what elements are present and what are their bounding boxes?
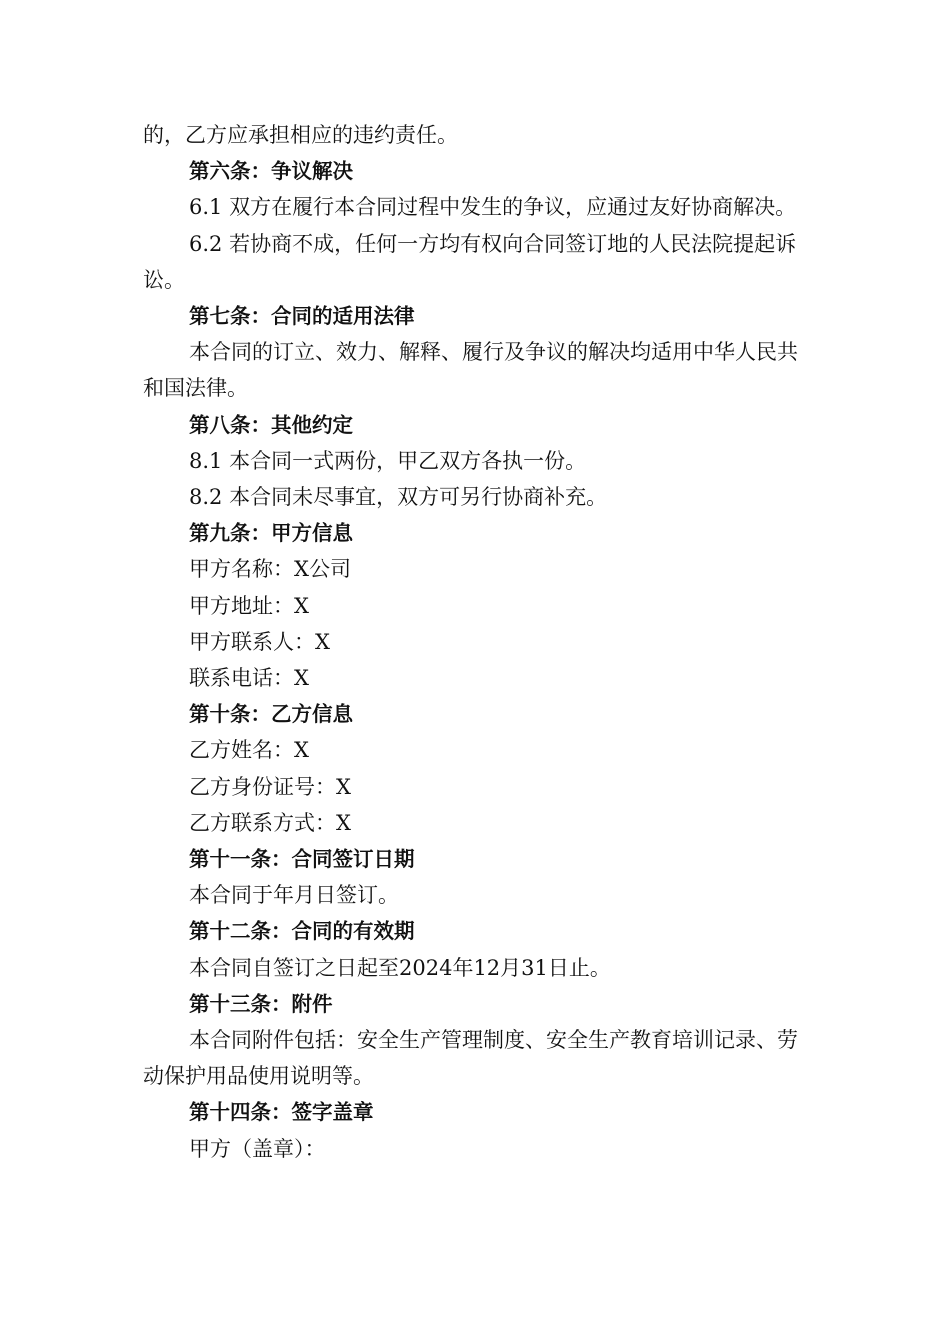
article-13-body: 本合同附件包括：安全生产管理制度、安全生产教育培训记录、劳动保护用品使用说明等。 xyxy=(143,1028,798,1089)
article-11-body: 本合同于年月日签订。 xyxy=(189,883,399,908)
article-8-heading: 第八条：其他约定 xyxy=(189,412,353,437)
party-b-id-number: 乙方身份证号：X xyxy=(189,774,351,799)
article-9-heading: 第九条：甲方信息 xyxy=(189,521,353,546)
party-b-name: 乙方姓名：X xyxy=(189,738,309,763)
clause-8-1: 8.1 本合同一式两份，甲乙双方各执一份。 xyxy=(189,448,587,473)
article-7-heading: 第七条：合同的适用法律 xyxy=(189,304,415,329)
article-6-heading: 第六条：争议解决 xyxy=(189,159,353,184)
clause-6-1: 6.1 双方在履行本合同过程中发生的争议，应通过友好协商解决。 xyxy=(189,195,797,220)
article-11-heading: 第十一条：合同签订日期 xyxy=(189,847,415,872)
party-a-phone: 联系电话：X xyxy=(189,666,309,691)
paragraph-continuation: 的，乙方应承担相应的违约责任。 xyxy=(143,123,458,147)
party-a-address: 甲方地址：X xyxy=(189,593,309,618)
article-12-body: 本合同自签订之日起至2024年12月31日止。 xyxy=(189,955,611,980)
article-13-heading: 第十三条：附件 xyxy=(189,991,333,1016)
document-body xyxy=(143,117,813,1167)
clause-8-2: 8.2 本合同未尽事宜，双方可另行协商补充。 xyxy=(189,485,608,510)
clause-6-2: 6.2 若协商不成，任何一方均有权向合同签订地的人民法院提起诉讼。 xyxy=(143,231,797,292)
article-14-heading: 第十四条：签字盖章 xyxy=(189,1100,374,1125)
party-a-seal-line: 甲方（盖章）： xyxy=(189,1136,326,1161)
article-10-heading: 第十条：乙方信息 xyxy=(189,702,353,727)
party-a-name: 甲方名称：X公司 xyxy=(189,557,351,582)
article-7-body: 本合同的订立、效力、解释、履行及争议的解决均适用中华人民共和国法律。 xyxy=(143,340,798,401)
party-b-contact: 乙方联系方式：X xyxy=(189,810,351,835)
article-12-heading: 第十二条：合同的有效期 xyxy=(189,919,415,944)
party-a-contact: 甲方联系人：X xyxy=(189,629,330,654)
